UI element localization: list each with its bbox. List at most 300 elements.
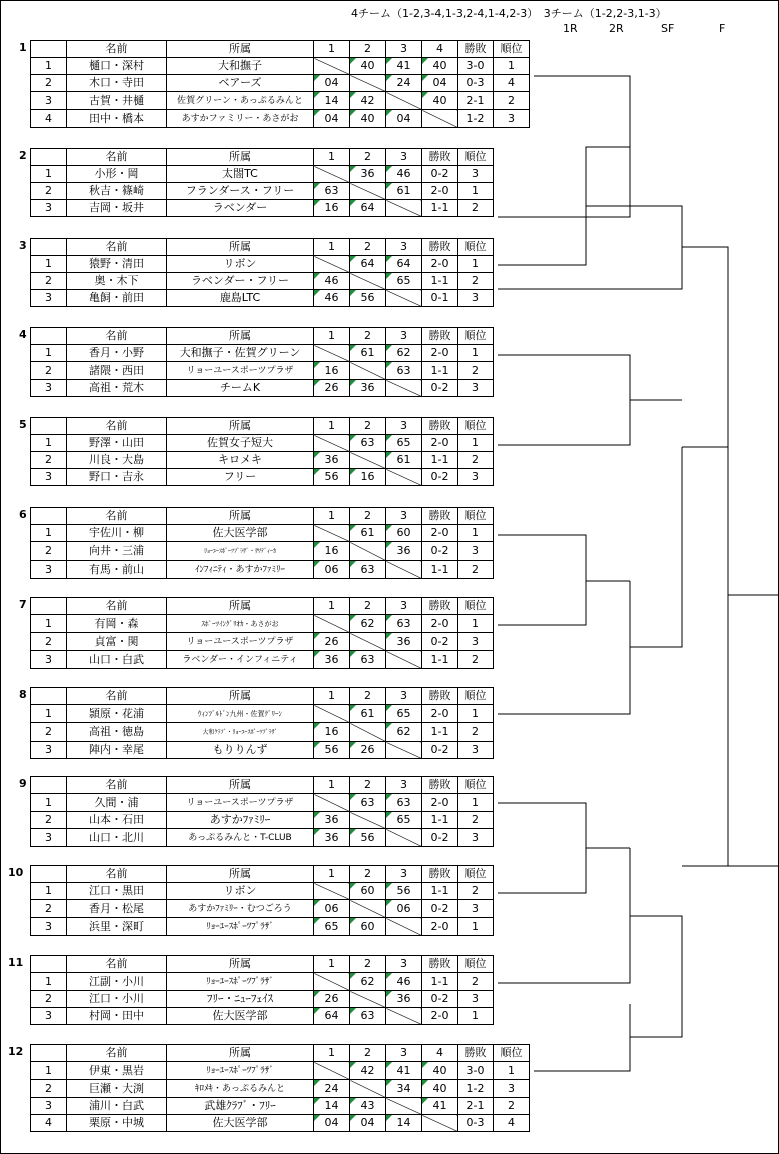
player-names: 香月・松尾	[67, 900, 167, 918]
match-score: 63	[350, 794, 386, 812]
match-score: 40	[422, 58, 458, 75]
record: 1-1	[422, 200, 458, 217]
group-number: 2	[19, 149, 27, 162]
affiliation-text: 太閤TC	[222, 167, 258, 180]
header-affiliation: 所属	[167, 41, 314, 58]
header-opponent: 1	[314, 688, 350, 705]
record: 2-0	[422, 256, 458, 273]
match-score: 41	[422, 1098, 458, 1115]
bracket-line-g11	[498, 848, 630, 983]
header-record: 勝敗	[458, 41, 494, 58]
rank: 3	[494, 1080, 530, 1098]
header-opponent: 1	[314, 956, 350, 973]
affiliation-text: 大和撫子	[218, 59, 262, 72]
match-score: 63	[350, 561, 386, 579]
affiliation-text: ｲﾝﾌｨﾆﾃｨ・あすかﾌｧﾐﾘｰ	[194, 565, 285, 575]
affiliation-text: 鹿島LTC	[219, 291, 261, 304]
header-opponent: 2	[350, 508, 386, 525]
group-number: 9	[19, 777, 27, 790]
group-number: 4	[19, 328, 27, 341]
rank: 4	[494, 75, 530, 92]
match-score: 36	[314, 651, 350, 669]
bracket-line-sf-upper	[682, 247, 728, 447]
record: 2-1	[458, 1098, 494, 1115]
rank: 3	[458, 380, 494, 397]
row-number: 2	[31, 542, 67, 561]
match-score: 14	[386, 1115, 422, 1132]
match-score: 04	[314, 75, 350, 92]
match-score: 06	[314, 561, 350, 579]
match-score: 04	[314, 110, 350, 128]
record: 0-2	[422, 991, 458, 1008]
rank: 2	[458, 973, 494, 991]
match-score: 16	[314, 200, 350, 217]
header-rank: 順位	[458, 328, 494, 345]
row-number: 3	[31, 1008, 67, 1025]
match-score: 16	[314, 542, 350, 561]
match-score: 34	[386, 1080, 422, 1098]
rank: 3	[458, 829, 494, 847]
match-score: 46	[314, 273, 350, 290]
match-score: 63	[350, 435, 386, 452]
row-number: 1	[31, 883, 67, 900]
group-number: 6	[19, 508, 27, 521]
match-score: 61	[350, 525, 386, 542]
bracket-line-2r-a	[498, 206, 682, 289]
match-score: 24	[386, 75, 422, 92]
match-score: 26	[314, 991, 350, 1008]
header-opponent: 1	[314, 508, 350, 525]
record: 1-2	[458, 1080, 494, 1098]
player-names: 貞富・関	[67, 633, 167, 651]
header-opponent: 2	[350, 956, 386, 973]
player-names: 野澤・山田	[67, 435, 167, 452]
header-rank: 順位	[458, 956, 494, 973]
header-record: 勝敗	[422, 239, 458, 256]
player-names: 有岡・森	[67, 615, 167, 633]
header-opponent: 2	[350, 866, 386, 883]
record: 2-0	[422, 345, 458, 362]
row-number: 2	[31, 75, 67, 92]
row-number: 2	[31, 900, 67, 918]
rank: 2	[458, 561, 494, 579]
group-number: 11	[8, 956, 24, 969]
header-rank: 順位	[494, 41, 530, 58]
match-score: 41	[386, 58, 422, 75]
header-affiliation: 所属	[167, 598, 314, 615]
header-opponent: 3	[386, 418, 422, 435]
affiliation-text: リョーユースポーツプラザ	[186, 366, 294, 376]
row-number: 2	[31, 812, 67, 829]
affiliation-text: ﾘｮｰﾕｰｽﾎﾟｰﾂﾌﾟﾗｻﾞ	[206, 977, 274, 987]
record: 0-2	[422, 380, 458, 397]
header-opponent: 3	[386, 149, 422, 166]
record: 1-1	[422, 812, 458, 829]
header-name: 名前	[67, 508, 167, 525]
match-score: 61	[386, 183, 422, 200]
header-name: 名前	[67, 41, 167, 58]
player-names: 吉岡・坂井	[67, 200, 167, 217]
match-score: 61	[386, 452, 422, 469]
header-name: 名前	[67, 598, 167, 615]
bracket-line-g12	[534, 1004, 630, 1071]
match-score: 26	[314, 380, 350, 397]
player-names: 川良・大島	[67, 452, 167, 469]
header-affiliation: 所属	[167, 956, 314, 973]
affiliation-text: リョーユースポーツプラザ	[186, 637, 294, 647]
record: 0-2	[422, 469, 458, 486]
header-affiliation: 所属	[167, 149, 314, 166]
bracket-lines	[1, 1, 778, 1153]
header-rank: 順位	[458, 418, 494, 435]
rank: 2	[494, 92, 530, 110]
affiliation-text: 佐大医学部	[212, 526, 268, 539]
record: 1-2	[458, 110, 494, 128]
player-names: 江口・小川	[67, 991, 167, 1008]
player-names: 久間・浦	[67, 794, 167, 812]
match-score: 63	[350, 651, 386, 669]
header-record: 勝敗	[422, 418, 458, 435]
affiliation-text: 武雄ｸﾗﾌﾞ・ﾌﾘｰ	[204, 1099, 276, 1112]
header-opponent: 3	[386, 508, 422, 525]
player-names: 浜里・深町	[67, 918, 167, 936]
row-number: 2	[31, 991, 67, 1008]
rank: 3	[458, 991, 494, 1008]
match-score: 63	[386, 362, 422, 380]
header-opponent: 2	[350, 777, 386, 794]
match-score: 64	[386, 256, 422, 273]
header-opponent: 2	[350, 41, 386, 58]
header-rank: 順位	[458, 149, 494, 166]
player-names: 野口・吉永	[67, 469, 167, 486]
row-number: 1	[31, 256, 67, 273]
match-score: 42	[350, 1062, 386, 1080]
header-rank: 順位	[458, 777, 494, 794]
rank: 2	[458, 200, 494, 217]
match-score: 26	[314, 633, 350, 651]
header-name: 名前	[67, 688, 167, 705]
affiliation-text: 大和撫子・佐賀グリーン	[179, 346, 301, 359]
record: 1-1	[422, 883, 458, 900]
header-name: 名前	[67, 956, 167, 973]
record: 0-3	[458, 75, 494, 92]
match-score: 42	[350, 92, 386, 110]
header-affiliation: 所属	[167, 418, 314, 435]
match-score: 65	[386, 705, 422, 723]
affiliation-text: ｷﾛﾒｷ・あっぷるみんと	[195, 1084, 285, 1094]
record: 0-1	[422, 290, 458, 307]
player-names: 秋吉・篠崎	[67, 183, 167, 200]
rank: 2	[458, 452, 494, 469]
header-opponent: 2	[350, 149, 386, 166]
bracket-line-g9-g10	[498, 803, 586, 893]
player-names: 山口・北川	[67, 829, 167, 847]
match-score: 65	[386, 273, 422, 290]
match-score: 64	[314, 1008, 350, 1025]
match-score: 56	[314, 469, 350, 486]
affiliation-text: ラベンダー	[212, 201, 268, 214]
header-record: 勝敗	[422, 956, 458, 973]
row-number: 2	[31, 362, 67, 380]
rank: 1	[458, 1008, 494, 1025]
header-rank: 順位	[494, 1045, 530, 1062]
record: 2-0	[422, 705, 458, 723]
record: 0-2	[422, 166, 458, 183]
header-opponent: 1	[314, 41, 350, 58]
row-number: 3	[31, 918, 67, 936]
rank: 3	[494, 110, 530, 128]
match-score: 36	[314, 452, 350, 469]
rank: 1	[458, 615, 494, 633]
row-number: 3	[31, 1098, 67, 1115]
match-score: 46	[386, 973, 422, 991]
row-number: 3	[31, 742, 67, 759]
record: 0-2	[422, 633, 458, 651]
row-number: 1	[31, 705, 67, 723]
match-score: 63	[386, 615, 422, 633]
rank: 1	[494, 58, 530, 75]
match-score: 60	[350, 918, 386, 936]
group-number: 1	[19, 41, 27, 54]
match-score: 56	[314, 742, 350, 759]
match-score: 16	[350, 469, 386, 486]
player-names: 香月・小野	[67, 345, 167, 362]
match-score: 60	[350, 883, 386, 900]
header-rank: 順位	[458, 598, 494, 615]
header-name: 名前	[67, 777, 167, 794]
record: 1-1	[422, 561, 458, 579]
affiliation-text: リボン	[223, 884, 257, 897]
row-number: 3	[31, 829, 67, 847]
match-score: 65	[386, 435, 422, 452]
rank: 1	[494, 1062, 530, 1080]
header-affiliation: 所属	[167, 508, 314, 525]
bracket-line-2r-mid	[630, 447, 682, 647]
affiliation-text: 佐大医学部	[212, 1116, 268, 1129]
match-score: 14	[314, 1098, 350, 1115]
rank: 2	[458, 273, 494, 290]
record: 1-1	[422, 723, 458, 742]
rank: 4	[494, 1115, 530, 1132]
record: 0-2	[422, 542, 458, 561]
match-score: 16	[314, 723, 350, 742]
header-opponent: 2	[350, 239, 386, 256]
match-score: 64	[350, 256, 386, 273]
header-record: 勝敗	[422, 866, 458, 883]
affiliation-text: キロメキ	[218, 453, 262, 466]
match-score: 14	[314, 92, 350, 110]
group-number: 10	[8, 866, 24, 879]
player-names: 木口・寺田	[67, 75, 167, 92]
match-score: 63	[386, 794, 422, 812]
affiliation-text: 大和ｸﾗﾌﾞ・ﾘｮｰﾕｰｽﾎﾟｰﾂﾌﾟﾗｻﾞ	[202, 729, 278, 736]
match-score: 36	[350, 166, 386, 183]
player-names: 山口・白武	[67, 651, 167, 669]
match-score: 63	[314, 183, 350, 200]
player-names: 宇佐川・柳	[67, 525, 167, 542]
match-score: 40	[350, 58, 386, 75]
row-number: 3	[31, 469, 67, 486]
player-names: 頴原・花浦	[67, 705, 167, 723]
record: 2-1	[458, 92, 494, 110]
match-score: 65	[314, 918, 350, 936]
row-number: 1	[31, 1062, 67, 1080]
match-score: 36	[350, 380, 386, 397]
match-score: 43	[350, 1098, 386, 1115]
match-score: 36	[314, 812, 350, 829]
header-opponent: 1	[314, 777, 350, 794]
rank: 3	[458, 166, 494, 183]
player-names: 陣内・幸尾	[67, 742, 167, 759]
header-name: 名前	[67, 866, 167, 883]
header-opponent: 1	[314, 239, 350, 256]
record: 0-2	[422, 829, 458, 847]
record: 1-1	[422, 273, 458, 290]
player-names: 小形・岡	[67, 166, 167, 183]
rank: 3	[458, 900, 494, 918]
match-score: 56	[350, 829, 386, 847]
match-score: 46	[386, 166, 422, 183]
header-opponent: 2	[350, 598, 386, 615]
row-number: 1	[31, 58, 67, 75]
row-number: 1	[31, 435, 67, 452]
rank: 2	[458, 723, 494, 742]
rank: 1	[458, 918, 494, 936]
header-opponent: 2	[350, 688, 386, 705]
player-names: 栗原・中城	[67, 1115, 167, 1132]
match-score: 41	[386, 1062, 422, 1080]
header-affiliation: 所属	[167, 1045, 314, 1062]
affiliation-text: ベアーズ	[218, 76, 262, 89]
row-number: 3	[31, 561, 67, 579]
group-number: 12	[8, 1045, 24, 1058]
player-names: 江口・黒田	[67, 883, 167, 900]
record: 3-0	[458, 58, 494, 75]
record: 2-0	[422, 183, 458, 200]
player-names: 田中・橋本	[67, 110, 167, 128]
affiliation-text: 佐賀女子短大	[207, 436, 273, 449]
rank: 2	[458, 362, 494, 380]
player-names: 向井・三浦	[67, 542, 167, 561]
row-number: 2	[31, 633, 67, 651]
rank: 3	[458, 290, 494, 307]
header-rank: 順位	[458, 866, 494, 883]
row-number: 4	[31, 110, 67, 128]
bracket-line-final	[728, 347, 778, 866]
match-score: 36	[314, 829, 350, 847]
match-score: 04	[386, 110, 422, 128]
row-number: 1	[31, 166, 67, 183]
bracket-line-g4-g5	[498, 355, 630, 445]
header-name: 名前	[67, 328, 167, 345]
header-opponent: 3	[386, 956, 422, 973]
affiliation-text: チームK	[219, 381, 261, 394]
player-names: 古賀・井樋	[67, 92, 167, 110]
row-number: 1	[31, 345, 67, 362]
player-names: 巨瀬・大渕	[67, 1080, 167, 1098]
match-score: 36	[386, 633, 422, 651]
rank: 1	[458, 435, 494, 452]
player-names: 江副・小川	[67, 973, 167, 991]
row-number: 3	[31, 92, 67, 110]
match-score: 06	[314, 900, 350, 918]
player-names: 有馬・前山	[67, 561, 167, 579]
player-names: 高祖・徳島	[67, 723, 167, 742]
player-names: 村岡・田中	[67, 1008, 167, 1025]
header-name: 名前	[67, 149, 167, 166]
match-score: 16	[314, 362, 350, 380]
record: 1-1	[422, 973, 458, 991]
match-score: 40	[422, 92, 458, 110]
record: 2-0	[422, 525, 458, 542]
header-opponent: 3	[386, 328, 422, 345]
header-affiliation: 所属	[167, 328, 314, 345]
header-opponent: 3	[386, 688, 422, 705]
header-opponent: 1	[314, 1045, 350, 1062]
header-opponent: 1	[314, 328, 350, 345]
header-affiliation: 所属	[167, 239, 314, 256]
match-score: 40	[350, 110, 386, 128]
group-number: 3	[19, 239, 27, 252]
match-score: 36	[386, 991, 422, 1008]
header-rank: 順位	[458, 688, 494, 705]
row-number: 2	[31, 723, 67, 742]
rank: 3	[458, 469, 494, 486]
rank: 1	[458, 525, 494, 542]
bracket-line-2r-lower	[630, 916, 682, 1037]
record: 2-0	[422, 918, 458, 936]
affiliation-text: ﾘｮｰﾕｰｽﾎﾟｰﾂﾌﾟﾗｻﾞ	[206, 922, 274, 932]
bracket-line-g8	[498, 581, 630, 714]
header-opponent: 3	[386, 598, 422, 615]
match-score: 62	[350, 973, 386, 991]
match-score: 62	[386, 345, 422, 362]
match-score: 46	[314, 290, 350, 307]
row-number: 4	[31, 1115, 67, 1132]
affiliation-text: ﾘｮｰﾕｰｽﾎﾟｰﾂﾌﾟﾗｻﾞ・ｻﾜﾃﾞｨｰｶ	[203, 548, 276, 555]
header-opponent: 2	[350, 328, 386, 345]
header-record: 勝敗	[458, 1045, 494, 1062]
round-label-sf: SF	[661, 22, 675, 35]
affiliation-text: あすかファミリー・あさがお	[181, 114, 299, 124]
affiliation-text: 佐大医学部	[212, 1009, 268, 1022]
match-score: 06	[386, 900, 422, 918]
affiliation-text: ﾌﾘｰ・ﾆｭｰﾌｪｲｽ	[207, 992, 273, 1005]
player-names: 伊東・黒岩	[67, 1062, 167, 1080]
affiliation-text: ラベンダー・フリー	[190, 274, 290, 287]
header-name: 名前	[67, 1045, 167, 1062]
row-number: 1	[31, 973, 67, 991]
rank: 3	[458, 542, 494, 561]
rank: 1	[458, 794, 494, 812]
player-names: 奥・木下	[67, 273, 167, 290]
round-label-2r: 2R	[609, 22, 624, 35]
match-score: 04	[350, 1115, 386, 1132]
header-opponent: 2	[350, 418, 386, 435]
affiliation-text: あすかﾌｧﾐﾘｰ	[209, 813, 271, 826]
record: 2-0	[422, 794, 458, 812]
player-names: 高祖・荒木	[67, 380, 167, 397]
header-opponent: 2	[350, 1045, 386, 1062]
header-affiliation: 所属	[167, 688, 314, 705]
row-number: 1	[31, 525, 67, 542]
match-score: 36	[386, 542, 422, 561]
record: 3-0	[458, 1062, 494, 1080]
affiliation-text: リボン	[223, 257, 257, 270]
header-affiliation: 所属	[167, 866, 314, 883]
match-score: 40	[422, 1062, 458, 1080]
header-opponent: 3	[386, 866, 422, 883]
